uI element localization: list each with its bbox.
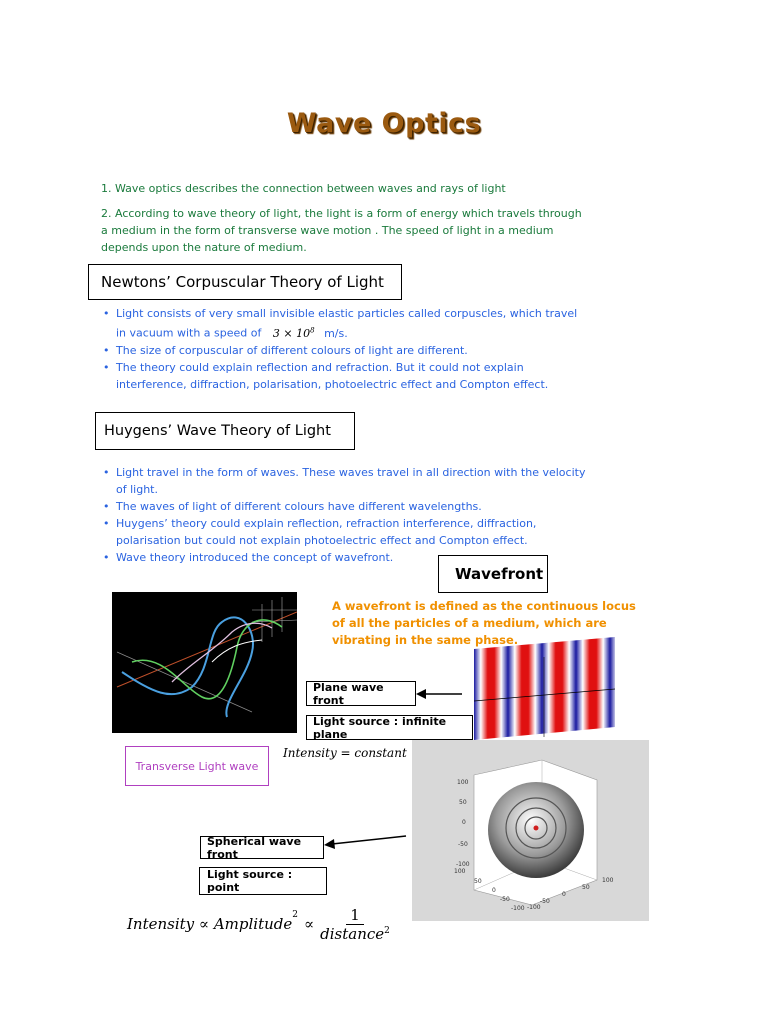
huygens-heading: Huygens’ Wave Theory of Light <box>95 412 355 450</box>
huygens-bullet-1: • Light travel in the form of waves. These waves travel in all direction with the velocity of light. <box>101 464 587 498</box>
speed-value: $3 \times 10^8$ <box>272 326 315 340</box>
newton-bullet-2: • The size of corpuscular of different colours of light are different. <box>101 342 581 359</box>
intro-point-2: 2. According to wave theory of light, the light is a form of energy which travels through a medium in the form of transverse wave motion . The speed of light in a medium depends upon the nature of medium. <box>101 207 582 254</box>
z-tick-minus50: -50 <box>458 841 468 848</box>
y-tick-minus100: -100 <box>511 905 525 912</box>
transverse-wave-image <box>112 592 297 733</box>
z-tick-50: 50 <box>459 799 467 806</box>
x-tick-minus100: -100 <box>527 904 541 911</box>
huygens-bullet-2: • The waves of light of different colours have different wavelengths. <box>101 498 587 515</box>
spherical-wave-graphic <box>412 740 649 921</box>
page-title: Wave Optics <box>286 108 482 139</box>
spherical-wave-plot <box>412 740 649 921</box>
spherical-intensity-formula: Intensity ∝ Amplitude $^2$ ∝ 1 distance$^2$ <box>127 905 390 943</box>
intro-point-1: 1. Wave optics describes the connection between waves and rays of light <box>101 182 506 195</box>
newton-bullets <box>101 305 581 393</box>
plane-intensity-formula: Intensity = constant <box>283 746 407 760</box>
y-tick-100: 100 <box>454 868 466 875</box>
plane-wave-graphic <box>474 637 615 740</box>
newton-bullet-1: • Light consists of very small invisible elastic particles called corpuscles, which travel in vacuum with a speed of $3 \times 10^8$ m/s. <box>101 305 581 342</box>
x-tick-100: 100 <box>602 877 614 884</box>
plane-arrow-icon <box>416 686 464 702</box>
wavefront-heading: Wavefront <box>438 555 548 593</box>
newton-bullet-3: • The theory could explain reflection and refraction. But it could not explain interference, diffraction, polarisation, photoelectric effect and Compton effect. <box>101 359 581 393</box>
y-tick-50: 50 <box>474 878 482 885</box>
huygens-bullet-4: • Wave theory introduced the concept of wavefront. <box>101 549 587 566</box>
spherical-arrow-icon <box>324 832 408 856</box>
x-tick-minus50: -50 <box>540 898 550 905</box>
z-tick-100: 100 <box>457 779 469 786</box>
plane-source-label: Light source : infinite plane <box>306 715 473 740</box>
plane-wave-image <box>474 637 615 740</box>
spherical-wave-label: Spherical wave front <box>200 836 324 859</box>
huygens-bullet-3: • Huygens’ theory could explain reflection, refraction interference, diffraction, polarisation but could not explain photoelectric effect and Compton effect. <box>101 515 587 549</box>
transverse-wave-label: Transverse Light wave <box>125 746 269 786</box>
x-tick-50: 50 <box>582 884 590 891</box>
huygens-bullets <box>101 464 587 566</box>
transverse-wave-graphic <box>112 592 297 733</box>
plane-wave-label: Plane wave front <box>306 681 416 706</box>
fraction: 1 distance$^2$ <box>320 905 390 943</box>
y-tick-minus50: -50 <box>500 896 510 903</box>
y-tick-0: 0 <box>492 887 496 894</box>
x-tick-0: 0 <box>562 891 566 898</box>
newton-heading: Newtons’ Corpuscular Theory of Light <box>88 264 402 300</box>
z-tick-minus100: -100 <box>456 861 470 868</box>
wavefront-definition: A wavefront is defined as the continuous locus of all the particles of a medium, which are vibrating in the same phase. <box>332 599 636 647</box>
z-tick-0: 0 <box>462 819 466 826</box>
spherical-source-label: Light source : point <box>199 867 327 895</box>
